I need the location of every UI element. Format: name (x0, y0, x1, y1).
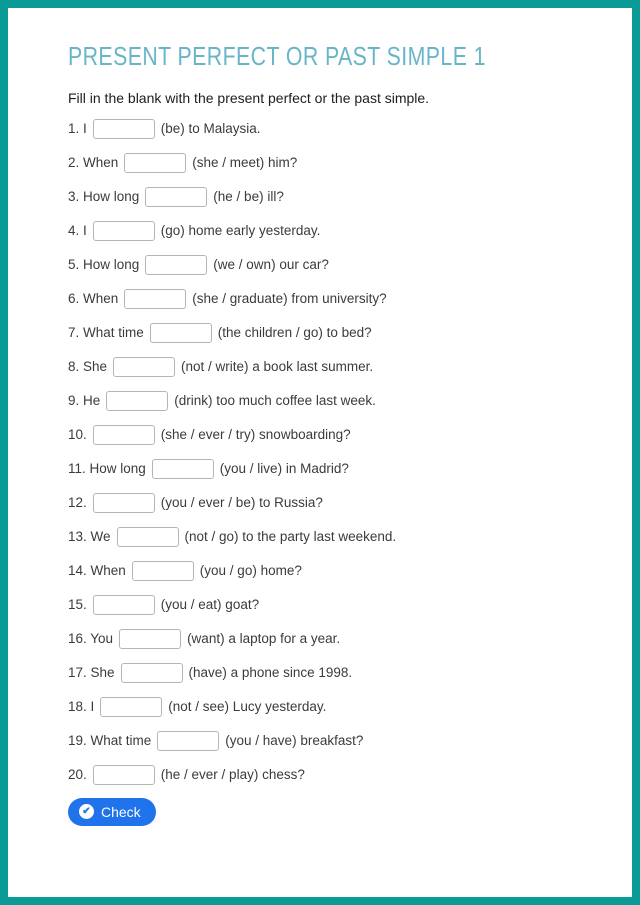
question-pre-text: 16. You (68, 631, 114, 647)
question-row (68, 690, 602, 724)
question-pre-text: 14. When (68, 563, 126, 579)
question-row (68, 724, 602, 758)
answer-input[interactable] (132, 561, 194, 581)
question-row (68, 520, 602, 554)
answer-input[interactable] (152, 459, 214, 479)
question-post-text: (not / see) Lucy yesterday. (168, 699, 327, 715)
instructions-text: Fill in the blank with the present perfect or the past simple. (68, 89, 430, 106)
question-row (68, 350, 602, 384)
question-pre-text: 3. How long (68, 189, 140, 205)
answer-input[interactable] (119, 629, 181, 649)
question-pre-text: 11. How long (68, 461, 146, 477)
question-post-text: (not / go) to the party last weekend. (184, 529, 397, 545)
answer-input[interactable] (157, 731, 219, 751)
question-post-text: (go) home early yesterday. (160, 223, 321, 239)
question-post-text: (you / eat) goat? (160, 597, 260, 613)
question-row (68, 588, 602, 622)
question-pre-text: 12. (68, 495, 87, 511)
answer-input[interactable] (93, 493, 155, 513)
question-row (68, 452, 602, 486)
question-pre-text: 9. He (68, 393, 101, 409)
answer-input[interactable] (145, 187, 207, 207)
question-pre-text: 10. (68, 427, 87, 443)
answer-input[interactable] (93, 765, 155, 785)
worksheet-content (8, 42, 632, 826)
question-post-text: (not / write) a book last summer. (181, 359, 374, 375)
question-pre-text: 19. What time (68, 733, 152, 749)
question-pre-text: 15. (68, 597, 87, 613)
question-post-text: (be) to Malaysia. (160, 121, 261, 137)
question-post-text: (you / live) in Madrid? (219, 461, 349, 477)
answer-input[interactable] (121, 663, 183, 683)
question-post-text: (she / graduate) from university? (192, 291, 387, 307)
question-pre-text: 6. When (68, 291, 119, 307)
question-row (68, 418, 602, 452)
question-pre-text: 13. We (68, 529, 111, 545)
answer-input[interactable] (150, 323, 212, 343)
question-pre-text: 17. She (68, 665, 115, 681)
question-post-text: (he / ever / play) chess? (160, 767, 305, 783)
answer-input[interactable] (113, 357, 175, 377)
question-row (68, 758, 602, 792)
check-button-label: Check (101, 803, 141, 820)
question-post-text: (you / ever / be) to Russia? (160, 495, 323, 511)
question-post-text: (she / meet) him? (192, 155, 298, 171)
question-row (68, 112, 602, 146)
question-pre-text: 4. I (68, 223, 87, 239)
question-row (68, 486, 602, 520)
answer-input[interactable] (124, 289, 186, 309)
question-row (68, 554, 602, 588)
question-post-text: (he / be) ill? (213, 189, 284, 205)
check-circle-icon: ✔ (79, 804, 94, 819)
question-pre-text: 2. When (68, 155, 119, 171)
question-post-text: (she / ever / try) snowboarding? (160, 427, 351, 443)
question-pre-text: 8. She (68, 359, 108, 375)
question-row (68, 180, 602, 214)
question-pre-text: 18. I (68, 699, 95, 715)
question-pre-text: 1. I (68, 121, 87, 137)
answer-input[interactable] (100, 697, 162, 717)
answer-input[interactable] (93, 425, 155, 445)
answer-input[interactable] (145, 255, 207, 275)
question-row (68, 656, 602, 690)
answer-input[interactable] (124, 153, 186, 173)
question-pre-text: 7. What time (68, 325, 144, 341)
question-post-text: (the children / go) to bed? (217, 325, 372, 341)
answer-input[interactable] (117, 527, 179, 547)
question-post-text: (drink) too much coffee last week. (174, 393, 376, 409)
answer-input[interactable] (93, 119, 155, 139)
question-row (68, 282, 602, 316)
question-list (68, 112, 602, 792)
question-row (68, 384, 602, 418)
question-row (68, 316, 602, 350)
question-post-text: (you / have) breakfast? (225, 733, 364, 749)
question-pre-text: 5. How long (68, 257, 140, 273)
question-post-text: (want) a laptop for a year. (187, 631, 341, 647)
question-row (68, 214, 602, 248)
question-post-text: (we / own) our car? (213, 257, 329, 273)
question-post-text: (you / go) home? (199, 563, 302, 579)
question-pre-text: 20. (68, 767, 87, 783)
answer-input[interactable] (93, 221, 155, 241)
question-row (68, 622, 602, 656)
answer-input[interactable] (93, 595, 155, 615)
question-row (68, 248, 602, 282)
page-title: PRESENT PERFECT OR PAST SIMPLE 1 (68, 41, 486, 71)
check-button[interactable] (68, 798, 156, 826)
question-row (68, 146, 602, 180)
answer-input[interactable] (106, 391, 168, 411)
question-post-text: (have) a phone since 1998. (188, 665, 353, 681)
